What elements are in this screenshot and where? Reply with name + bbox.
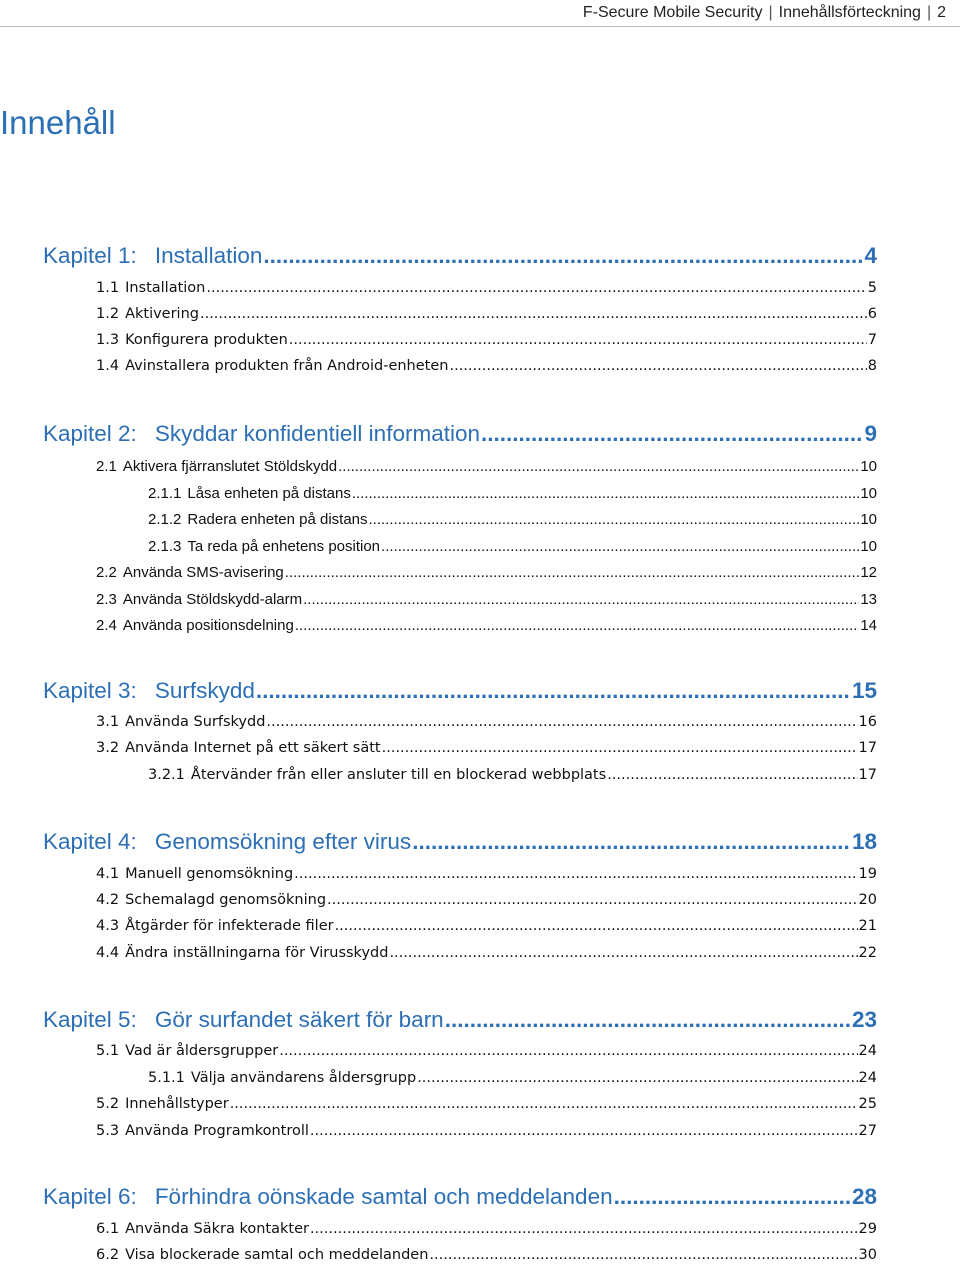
chapter-title: Genomsökning efter virus bbox=[154, 829, 412, 854]
entry-title: Konfigurera produkten bbox=[125, 332, 288, 348]
entry-title: Aktivering bbox=[125, 306, 199, 322]
dot-leader bbox=[285, 564, 860, 581]
dot-leader bbox=[230, 1096, 858, 1112]
toc-chapter-2[interactable] bbox=[43, 421, 877, 451]
dot-leader bbox=[294, 866, 857, 882]
entry-page: 10 bbox=[860, 458, 877, 475]
dot-leader bbox=[327, 892, 858, 908]
entry-page: 14 bbox=[860, 617, 877, 634]
dot-leader bbox=[200, 306, 867, 322]
chapter-title: Skyddar konfidentiell information bbox=[154, 421, 480, 446]
toc-entry-6-1[interactable] bbox=[96, 1221, 877, 1241]
dot-leader bbox=[614, 1184, 851, 1210]
dot-leader bbox=[381, 538, 859, 555]
toc-entry-2-1-2[interactable] bbox=[148, 511, 877, 531]
entry-title: Radera enheten på distans bbox=[187, 511, 368, 528]
chapter-title: Gör surfandet säkert för barn bbox=[154, 1007, 444, 1032]
entry-page: 16 bbox=[858, 714, 877, 730]
chapter-page: 9 bbox=[864, 421, 877, 446]
entry-number: 2.1 bbox=[96, 458, 117, 475]
entry-page: 6 bbox=[867, 306, 877, 322]
entry-page: 17 bbox=[858, 740, 877, 756]
entry-number: 4.4 bbox=[96, 945, 120, 961]
entry-title: Använda Surfskydd bbox=[125, 714, 266, 730]
header-page-number: 2 bbox=[937, 4, 946, 21]
toc-entry-4-3[interactable] bbox=[96, 918, 877, 938]
toc-entry-5-2[interactable] bbox=[96, 1096, 877, 1116]
entry-number: 2.3 bbox=[96, 591, 117, 608]
entry-number: 4.2 bbox=[96, 892, 120, 908]
toc-chapter-1[interactable] bbox=[43, 243, 877, 273]
chapter-page: 23 bbox=[851, 1007, 877, 1032]
chapter-number: Kapitel 1: bbox=[43, 243, 137, 268]
entry-page: 12 bbox=[860, 564, 877, 581]
entry-number: 1.1 bbox=[96, 280, 120, 296]
entry-title: Visa blockerade samtal och meddelanden bbox=[125, 1247, 429, 1263]
toc-entry-1-1[interactable] bbox=[96, 280, 877, 300]
entry-title: Vad är åldersgrupper bbox=[125, 1043, 279, 1059]
entry-number: 3.2 bbox=[96, 740, 120, 756]
toc-entry-5-1-1[interactable] bbox=[148, 1070, 877, 1090]
dot-leader bbox=[417, 1070, 857, 1086]
dot-leader bbox=[289, 332, 867, 348]
entry-page: 30 bbox=[858, 1247, 877, 1263]
chapter-page: 18 bbox=[851, 829, 877, 854]
dot-leader bbox=[310, 1123, 858, 1139]
toc-entry-2-1-3[interactable] bbox=[148, 538, 877, 558]
toc-entry-5-3[interactable] bbox=[96, 1123, 877, 1143]
toc-entry-3-2-1[interactable] bbox=[148, 767, 877, 787]
entry-page: 29 bbox=[858, 1221, 877, 1237]
entry-number: 1.4 bbox=[96, 358, 120, 374]
toc-chapter-6[interactable] bbox=[43, 1184, 877, 1214]
dot-leader bbox=[295, 617, 859, 634]
entry-title: Schemalagd genomsökning bbox=[125, 892, 327, 908]
dot-leader bbox=[445, 1007, 851, 1033]
entry-number: 2.1.2 bbox=[148, 511, 182, 528]
toc-chapter-4[interactable] bbox=[43, 829, 877, 859]
toc-entry-6-2[interactable] bbox=[96, 1247, 877, 1267]
chapter-number: Kapitel 2: bbox=[43, 421, 137, 446]
entry-title: Innehållstyper bbox=[125, 1096, 229, 1112]
dot-leader bbox=[335, 918, 858, 934]
chapter-number: Kapitel 4: bbox=[43, 829, 137, 854]
entry-page: 17 bbox=[858, 767, 877, 783]
entry-title: Låsa enheten på distans bbox=[187, 485, 351, 502]
chapter-title: Installation bbox=[154, 243, 263, 268]
entry-page: 10 bbox=[860, 485, 877, 502]
entry-page: 24 bbox=[858, 1070, 877, 1086]
dot-leader bbox=[310, 1221, 858, 1237]
toc-entry-4-4[interactable] bbox=[96, 945, 877, 965]
toc-entry-2-1[interactable] bbox=[96, 458, 877, 478]
entry-number: 2.4 bbox=[96, 617, 117, 634]
entry-number: 2.1.1 bbox=[148, 485, 182, 502]
entry-title: Använda Stöldskydd-alarm bbox=[122, 591, 303, 608]
entry-title: Ändra inställningarna för Virusskydd bbox=[125, 945, 389, 961]
toc-entry-2-3[interactable] bbox=[96, 591, 877, 611]
header-product: F-Secure Mobile Security bbox=[582, 4, 763, 21]
entry-title: Använda SMS-avisering bbox=[122, 564, 284, 581]
toc-entry-4-2[interactable] bbox=[96, 892, 877, 912]
dot-leader bbox=[206, 280, 866, 296]
entry-title: Välja användarens åldersgrupp bbox=[190, 1070, 417, 1086]
entry-number: 5.3 bbox=[96, 1123, 120, 1139]
entry-title: Använda Säkra kontakter bbox=[125, 1221, 309, 1237]
chapter-number: Kapitel 3: bbox=[43, 678, 137, 703]
entry-title: Ta reda på enhetens position bbox=[187, 538, 381, 555]
running-header bbox=[583, 0, 946, 26]
toc-entry-2-4[interactable] bbox=[96, 617, 877, 637]
chapter-page: 28 bbox=[851, 1184, 877, 1209]
entry-page: 22 bbox=[858, 945, 877, 961]
entry-number: 3.2.1 bbox=[148, 767, 185, 783]
dot-leader bbox=[352, 485, 859, 502]
dot-leader bbox=[389, 945, 857, 961]
dot-leader bbox=[303, 591, 859, 608]
chapter-page: 4 bbox=[864, 243, 877, 268]
entry-title: Avinstallera produkten från Android-enheten bbox=[125, 358, 449, 374]
toc-entry-2-1-1[interactable] bbox=[148, 485, 877, 505]
entry-number: 5.1 bbox=[96, 1043, 120, 1059]
toc-chapter-5[interactable] bbox=[43, 1007, 877, 1037]
entry-title: Åtgärder för infekterade filer bbox=[125, 918, 334, 934]
toc-entry-3-2[interactable] bbox=[96, 740, 877, 760]
dot-leader bbox=[256, 678, 851, 704]
toc-entry-1-2[interactable] bbox=[96, 306, 877, 326]
dot-leader bbox=[369, 511, 860, 528]
header-section: Innehållsförteckning bbox=[778, 4, 921, 21]
entry-number: 2.2 bbox=[96, 564, 117, 581]
entry-page: 24 bbox=[858, 1043, 877, 1059]
toc-entry-4-1[interactable] bbox=[96, 866, 877, 886]
dot-leader bbox=[481, 421, 863, 447]
dot-leader bbox=[412, 829, 851, 855]
entry-title: Aktivera fjärranslutet Stöldskydd bbox=[122, 458, 338, 475]
entry-number: 1.3 bbox=[96, 332, 120, 348]
entry-page: 10 bbox=[860, 511, 877, 528]
entry-number: 4.1 bbox=[96, 866, 120, 882]
toc-entry-1-3[interactable] bbox=[96, 332, 877, 352]
toc-entry-3-1[interactable] bbox=[96, 714, 877, 734]
entry-number: 6.1 bbox=[96, 1221, 120, 1237]
entry-number: 4.3 bbox=[96, 918, 120, 934]
entry-number: 5.1.1 bbox=[148, 1070, 185, 1086]
dot-leader bbox=[382, 740, 858, 756]
dot-leader bbox=[266, 714, 857, 730]
entry-page: 21 bbox=[858, 918, 877, 934]
entry-number: 3.1 bbox=[96, 714, 120, 730]
entry-page: 8 bbox=[867, 358, 877, 374]
page-title: Innehåll bbox=[0, 104, 116, 141]
entry-number: 6.2 bbox=[96, 1247, 120, 1263]
entry-number: 2.1.3 bbox=[148, 538, 182, 555]
dot-leader bbox=[429, 1247, 857, 1263]
entry-page: 19 bbox=[858, 866, 877, 882]
header-separator: | bbox=[926, 4, 932, 21]
dot-leader bbox=[279, 1043, 857, 1059]
entry-title: Använda Programkontroll bbox=[125, 1123, 309, 1139]
entry-title: Använda Internet på ett säkert sätt bbox=[125, 740, 381, 756]
entry-title: Installation bbox=[125, 280, 206, 296]
chapter-page: 15 bbox=[851, 678, 877, 703]
toc-entry-1-4[interactable] bbox=[96, 358, 877, 378]
chapter-number: Kapitel 6: bbox=[43, 1184, 137, 1209]
dot-leader bbox=[338, 458, 859, 475]
entry-page: 10 bbox=[860, 538, 877, 555]
entry-page: 25 bbox=[858, 1096, 877, 1112]
entry-number: 1.2 bbox=[96, 306, 120, 322]
toc-entry-2-2[interactable] bbox=[96, 564, 877, 584]
entry-page: 13 bbox=[860, 591, 877, 608]
dot-leader bbox=[263, 243, 863, 269]
entry-page: 27 bbox=[858, 1123, 877, 1139]
chapter-title: Förhindra oönskade samtal och meddelanden bbox=[154, 1184, 613, 1209]
entry-title: Använda positionsdelning bbox=[122, 617, 294, 634]
chapter-number: Kapitel 5: bbox=[43, 1007, 137, 1032]
toc-entry-5-1[interactable] bbox=[96, 1043, 877, 1063]
entry-title: Manuell genomsökning bbox=[125, 866, 294, 882]
entry-page: 5 bbox=[867, 280, 877, 296]
header-divider bbox=[0, 26, 960, 27]
entry-title: Återvänder från eller ansluter till en blockerad webbplats bbox=[190, 767, 607, 783]
entry-number: 5.2 bbox=[96, 1096, 120, 1112]
entry-page: 7 bbox=[867, 332, 877, 348]
dot-leader bbox=[449, 358, 866, 374]
chapter-title: Surfskydd bbox=[154, 678, 255, 703]
dot-leader bbox=[607, 767, 857, 783]
toc-chapter-3[interactable] bbox=[43, 678, 877, 708]
header-separator: | bbox=[768, 4, 773, 21]
entry-page: 20 bbox=[858, 892, 877, 908]
